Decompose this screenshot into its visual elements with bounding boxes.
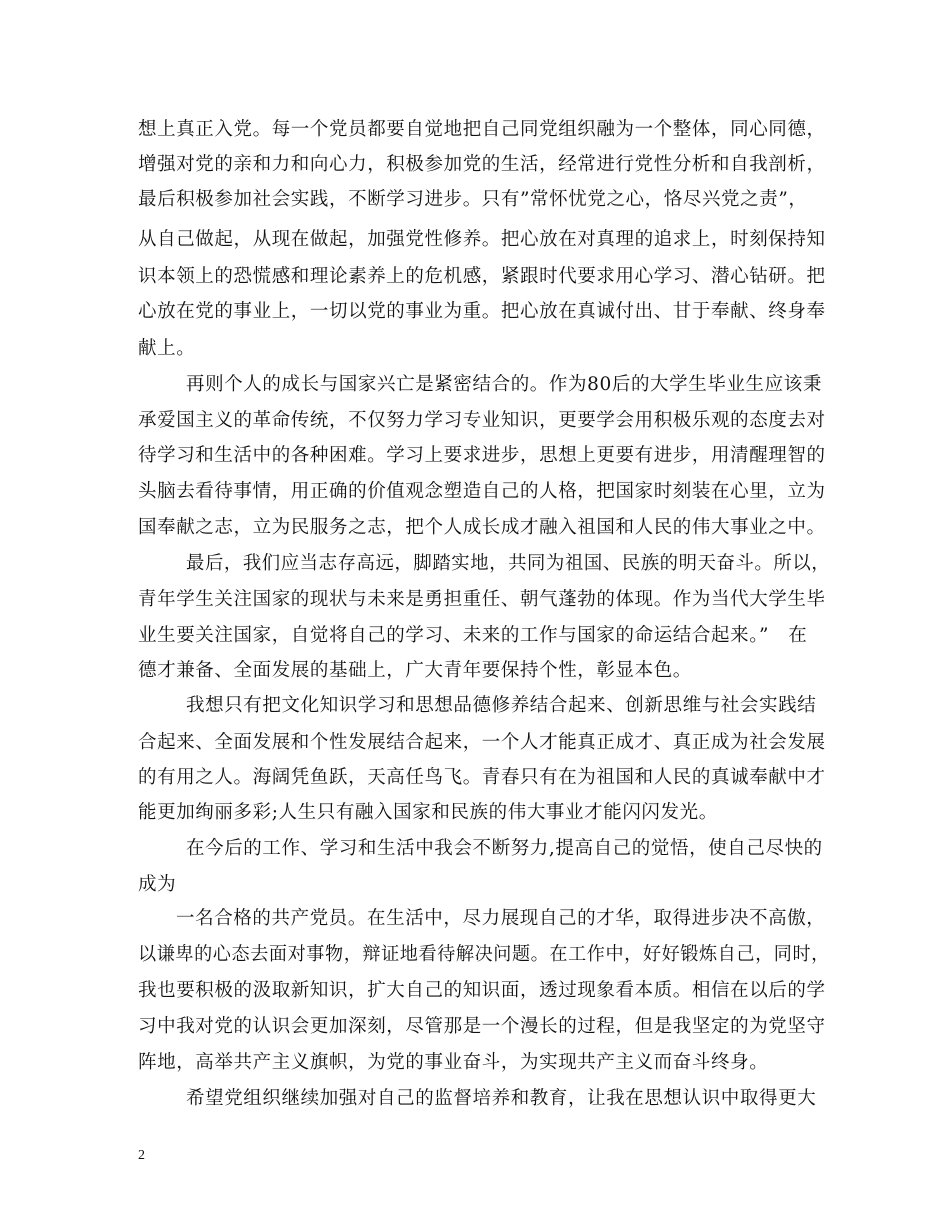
body-line: 想上真正入党。每一个党员都要自觉地把自己同党组织融为一个整体，同心同德， (138, 119, 826, 140)
body-line: 德才兼备、全面发展的基础上，广大青年要保持个性，彰显本色。 (138, 660, 692, 681)
paragraph-first-line: 在今后的工作、学习和生活中我会不断努力,提高自己的觉悟，使自己尽快的 (186, 838, 823, 859)
body-line: 习中我对党的认识会更加深刻，尽管那是一个漫长的过程，但是我坚定的为党坚守 (138, 1016, 826, 1037)
paragraph-first-line: 再则个人的成长与国家兴亡是紧密结合的。作为80后的大学生毕业生应该秉 (186, 374, 822, 395)
body-line: 阵地，高举共产主义旗帜，为党的事业奋斗，为实现共产主义而奋斗终身。 (138, 1052, 769, 1073)
body-line: 以谦卑的心态去面对事物，辩证地看待解决问题。在工作中，好好锻炼自己，同时， (138, 944, 830, 965)
body-line: 承爱国主义的革命传统，不仅努力学习专业知识，更要学会用积极乐观的态度去对 (138, 410, 826, 431)
body-line: 成为 (138, 874, 177, 895)
body-line: 的有用之人。海阔凭鱼跃，天高任鸟飞。青春只有在为祖国和人民的真诚奉献中才 (138, 767, 826, 788)
paragraph-first-line: 希望党组织继续加强对自己的监督培养和教育，让我在思想认识中取得更大 (186, 1088, 817, 1109)
body-line: 能更加绚丽多彩;人生只有融入国家和民族的伟大事业才能闪闪发光。 (138, 802, 718, 823)
body-line: 识本领上的恐慌感和理论素养上的危机感，紧跟时代要求用心学习、潜心钻研。把 (138, 266, 826, 287)
body-line: 头脑去看待事情，用正确的价值观念塑造自己的人格，把国家时刻装在心里，立为 (138, 481, 826, 502)
body-line: 青年学生关注国家的现状与未来是勇担重任、朝气蓬勃的体现。作为当代大学生毕 (138, 589, 826, 610)
page-number: 2 (138, 1148, 145, 1163)
paragraph-first-line: 最后，我们应当志存高远，脚踏实地，共同为祖国、民族的明天奋斗。所以， (186, 553, 831, 574)
paragraph-first-line: 一名合格的共产党员。在生活中，尽力展现自己的才华，取得进步决不高傲， (176, 908, 826, 929)
body-line: 心放在党的事业上，一切以党的事业为重。把心放在真诚付出、甘于奉献、终身奉 (138, 301, 826, 322)
body-line: 从自己做起，从现在做起，加强党性修养。把心放在对真理的追求上，时刻保持知 (138, 229, 826, 250)
body-line: 国奉献之志，立为民服务之志，把个人成长成才融入祖国和人民的伟大事业之中。 (138, 517, 826, 538)
body-line: 增强对党的亲和力和向心力，积极参加党的生活，经常进行党性分析和自我剖析， (138, 154, 826, 175)
body-line: 待学习和生活中的各种困难。学习上要求进步，思想上更要有进步，用清醒理智的 (138, 445, 826, 466)
paragraph-first-line: 我想只有把文化知识学习和思想品德修养结合起来、创新思维与社会实践结 (186, 695, 817, 716)
body-line: 献上。 (138, 338, 196, 359)
body-line: 我也要积极的汲取新知识，扩大自己的知识面，透过现象看本质。相信在以后的学 (138, 980, 826, 1001)
body-line: 最后积极参加社会实践，不断学习进步。只有”常怀忧党之心，恪尽兴党之责”， (138, 189, 808, 210)
body-line: 合起来、全面发展和个性发展结合起来，一个人才能真正成才、真正成为社会发展 (138, 732, 826, 753)
body-line: 业生要关注国家，自觉将自己的学习、未来的工作与国家的命运结合起来。” 在 (138, 625, 808, 646)
